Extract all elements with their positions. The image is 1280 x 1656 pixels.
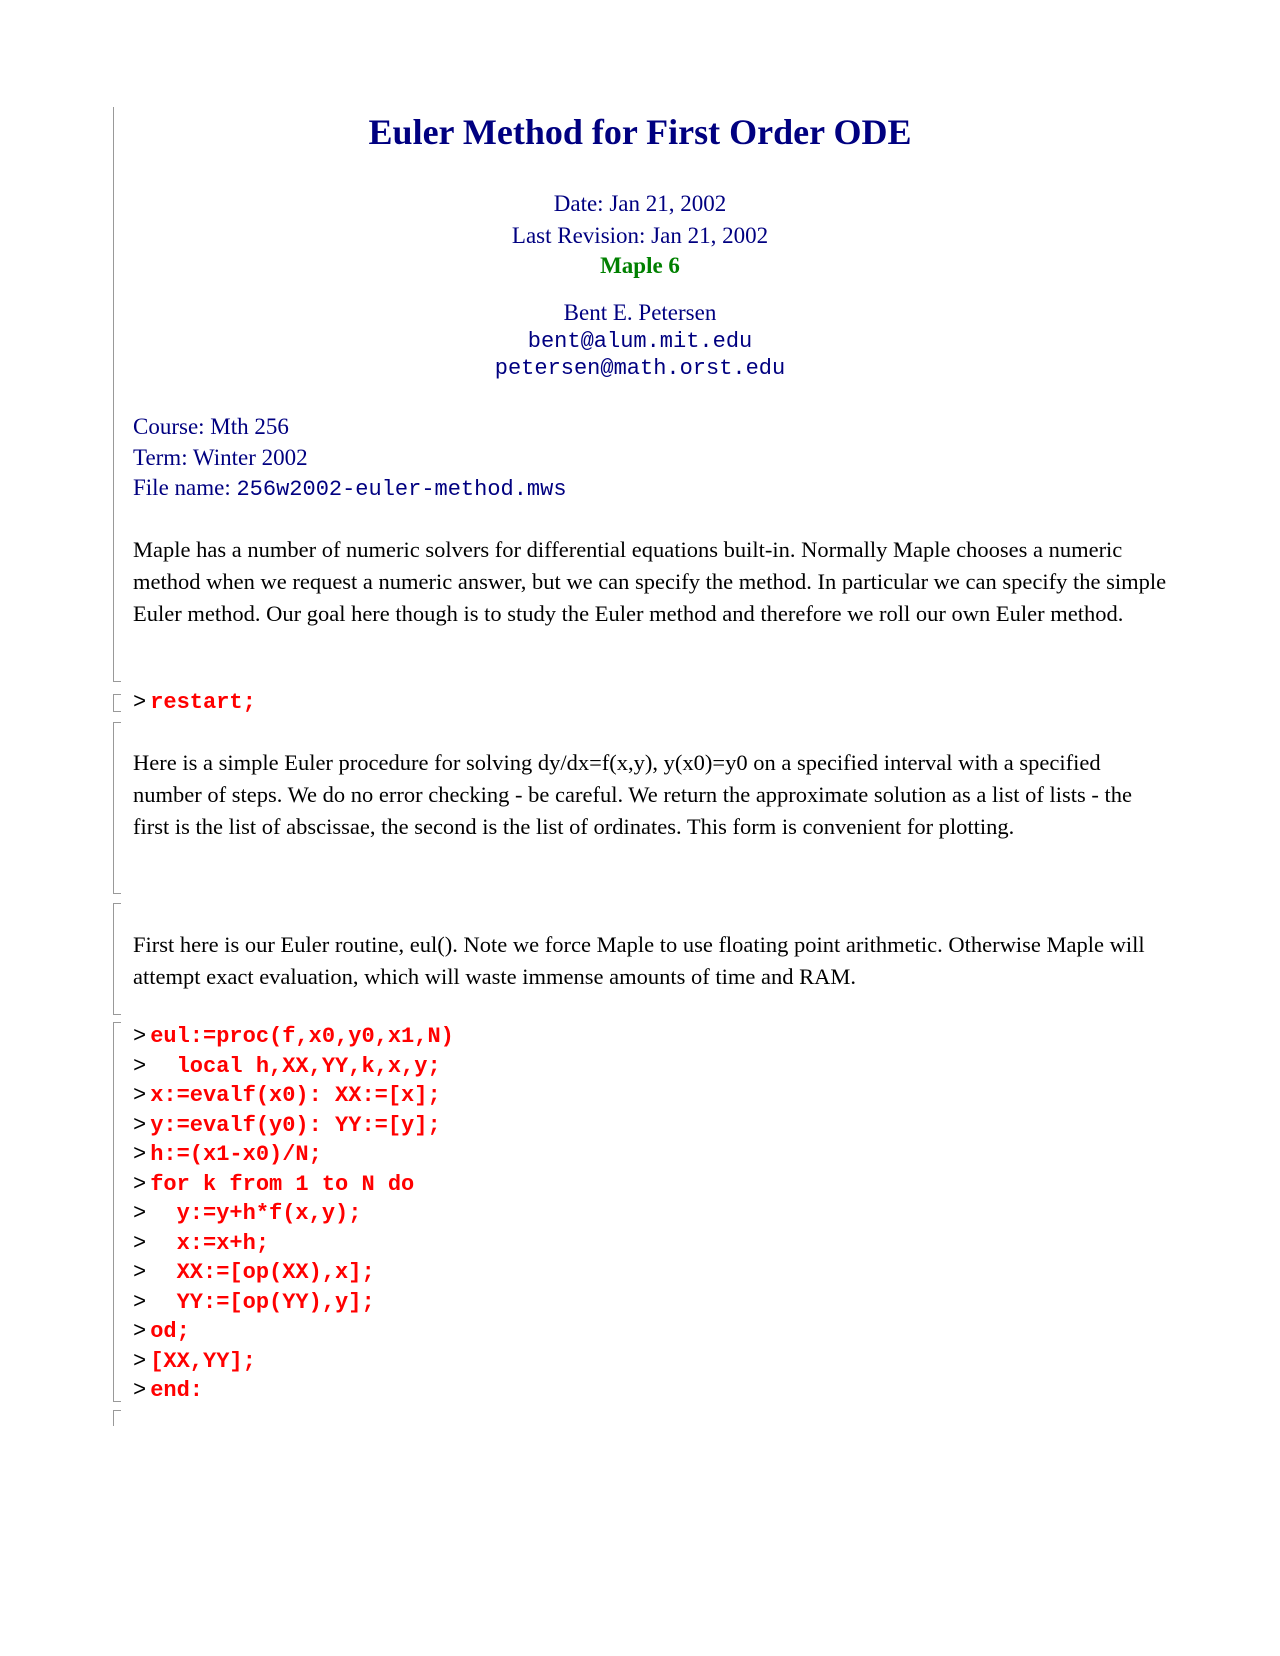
prompt-symbol: > xyxy=(133,1319,147,1344)
prompt-symbol: > xyxy=(133,690,147,715)
code-input-line[interactable] xyxy=(133,1139,322,1170)
prompt-symbol: > xyxy=(133,1172,147,1197)
code-input-line[interactable] xyxy=(133,1080,441,1111)
code-text: for k from 1 to N do xyxy=(150,1172,415,1197)
code-text: eul:=proc(f,x0,y0,x1,N) xyxy=(150,1024,454,1049)
intro-paragraph: Maple has a number of numeric solvers for differential equations built-in. Normally Maple chooses a numeric method when we request a numeric answer, but we can specify the method. In particular we can specify the simple Euler method. Our goal here though is to study the Euler method and therefore we roll our own Euler method. xyxy=(133,537,1167,626)
prompt-symbol: > xyxy=(133,1349,147,1374)
file-name-label: File name: xyxy=(133,475,237,500)
code-input-line[interactable] xyxy=(133,1316,190,1347)
procedure-paragraph: Here is a simple Euler procedure for solving dy/dx=f(x,y), y(x0)=y0 on a specified interval with a specified number of steps. We do no error checking - be careful. We return the approximate solution as a list of lists - the first is the list of abscissae, the second is the list of ordinates. This form is convenient for plotting. xyxy=(133,750,1133,839)
code-text: y:=y+h*f(x,y); xyxy=(150,1201,362,1226)
maple-version: Maple 6 xyxy=(600,253,680,278)
code-input-line[interactable] xyxy=(133,1021,454,1052)
code-text: YY:=[op(YY),y]; xyxy=(150,1290,375,1315)
code-input-line[interactable] xyxy=(133,1228,269,1259)
section-bracket-next xyxy=(113,1410,114,1426)
code-input-line[interactable] xyxy=(133,1287,375,1318)
section-bracket-procedure xyxy=(113,722,114,894)
code-input-line[interactable] xyxy=(133,1110,441,1141)
prompt-symbol: > xyxy=(133,1083,147,1108)
date-line: Date: Jan 21, 2002 xyxy=(553,191,727,216)
code-text: [XX,YY]; xyxy=(150,1349,256,1374)
code-text: x:=x+h; xyxy=(150,1231,270,1256)
author-email-2: petersen@math.orst.edu xyxy=(494,356,786,381)
file-name-value: 256w2002-euler-method.mws xyxy=(236,477,567,502)
section-bracket-restart xyxy=(113,694,114,712)
code-input-line[interactable] xyxy=(133,1051,441,1082)
restart-input[interactable] xyxy=(133,687,256,718)
file-name-line xyxy=(133,475,567,502)
prompt-symbol: > xyxy=(133,1231,147,1256)
author-name: Bent E. Petersen xyxy=(563,300,717,325)
section-bracket-routine xyxy=(113,903,114,1015)
prompt-symbol: > xyxy=(133,1260,147,1285)
code-text: XX:=[op(XX),x]; xyxy=(150,1260,375,1285)
page-title: Euler Method for First Order ODE xyxy=(368,112,912,152)
code-text: y:=evalf(y0): YY:=[y]; xyxy=(150,1113,441,1138)
prompt-symbol: > xyxy=(133,1113,147,1138)
prompt-symbol: > xyxy=(133,1290,147,1315)
code-text: local h,XX,YY,k,x,y; xyxy=(150,1054,441,1079)
prompt-symbol: > xyxy=(133,1201,147,1226)
author-email-1: bent@alum.mit.edu xyxy=(527,329,753,354)
code-input-line[interactable] xyxy=(133,1169,414,1200)
code-text: od; xyxy=(150,1319,190,1344)
prompt-symbol: > xyxy=(133,1054,147,1079)
code-input-line[interactable] xyxy=(133,1375,203,1406)
code-input-line[interactable] xyxy=(133,1198,361,1229)
code-input-line[interactable] xyxy=(133,1346,256,1377)
term-line: Term: Winter 2002 xyxy=(133,445,308,470)
revision-line: Last Revision: Jan 21, 2002 xyxy=(511,223,769,248)
course-line: Course: Mth 256 xyxy=(133,414,289,439)
prompt-symbol: > xyxy=(133,1024,147,1049)
code-text: x:=evalf(x0): XX:=[x]; xyxy=(150,1083,441,1108)
code-input-line[interactable] xyxy=(133,1257,375,1288)
section-bracket-code xyxy=(113,1022,114,1402)
prompt-symbol: > xyxy=(133,1142,147,1167)
routine-paragraph: First here is our Euler routine, eul(). Note we force Maple to use floating point arithmetic. Otherwise Maple will attempt exact evaluation, which will waste immense amounts of time and RAM. xyxy=(133,932,1145,989)
code-text: end: xyxy=(150,1378,204,1403)
code-text: h:=(x1-x0)/N; xyxy=(150,1142,322,1167)
prompt-symbol: > xyxy=(133,1378,147,1403)
restart-code: restart; xyxy=(150,690,256,715)
